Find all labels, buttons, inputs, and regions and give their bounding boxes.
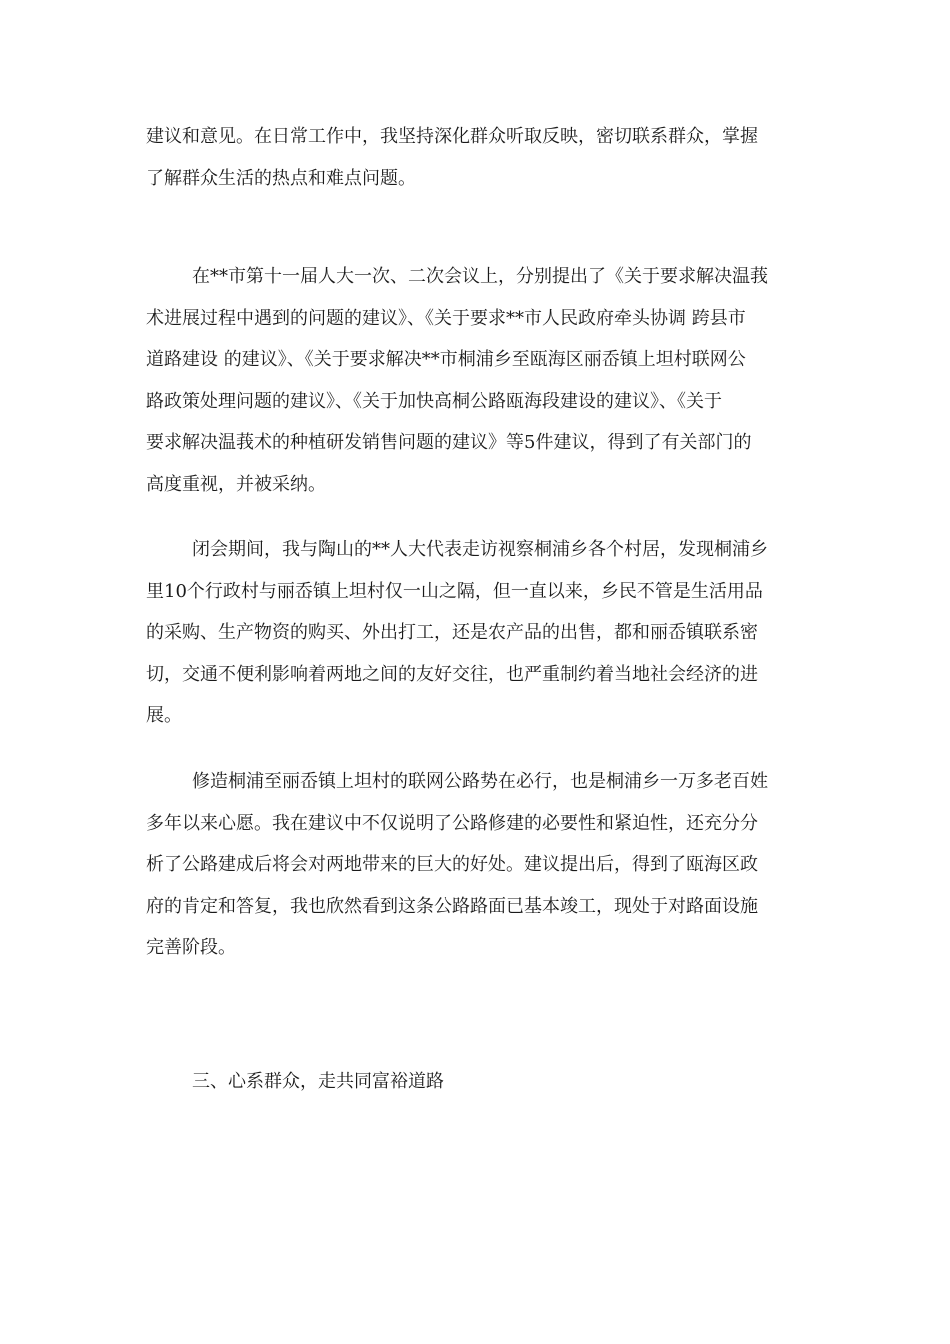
paragraph-1 (146, 116, 810, 199)
paragraph-line: 在**市第十一届人大一次、二次会议上，分别提出了《关于要求解决温莪 (192, 266, 768, 287)
paragraph-2 (146, 256, 810, 505)
paragraph-line: 切，交通不便利影响着两地之间的友好交往，也严重制约着当地社会经济的进 (146, 663, 758, 685)
paragraph-line: 高度重视，并被采纳。 (146, 473, 326, 495)
paragraph-4 (146, 761, 810, 969)
paragraph-line: 的采购、生产物资的购买、外出打工，还是农产品的出售，都和丽岙镇联系密 (146, 622, 758, 643)
paragraph-line: 闭会期间，我与陶山的**人大代表走访视察桐浦乡各个村居，发现桐浦乡 (192, 539, 768, 560)
paragraph-line: 建议和意见。在日常工作中，我坚持深化群众听取反映，密切联系群众，掌握 (146, 126, 758, 147)
paragraph-line: 府的肯定和答复，我也欣然看到这条公路路面已基本竣工，现处于对路面设施 (146, 895, 758, 917)
paragraph-line: 道路建设 的建议》、《关于要求解决**市桐浦乡至瓯海区丽岙镇上坦村联网公 (146, 349, 746, 370)
paragraph-3 (146, 529, 810, 737)
paragraph-line: 多年以来心愿。我在建议中不仅说明了公路修建的必要性和紧迫性，还充分分 (146, 812, 758, 834)
paragraph-line: 要求解决温莪术的种植研发销售问题的建议》等5件建议，得到了有关部门的 (146, 432, 752, 453)
section-heading: 三、心系群众，走共同富裕道路 (192, 1071, 444, 1092)
paragraph-line: 修造桐浦至丽岙镇上坦村的联网公路势在必行，也是桐浦乡一万多老百姓 (192, 771, 768, 792)
paragraph-line: 析了公路建成后将会对两地带来的巨大的好处。建议提出后，得到了瓯海区政 (146, 854, 758, 875)
paragraph-line: 路政策处理问题的建议》、《关于加快高桐公路瓯海段建设的建议》、《关于 (146, 390, 722, 412)
paragraph-line: 完善阶段。 (146, 937, 236, 958)
paragraph-line: 术进展过程中遇到的问题的建议》、《关于要求**市人民政府牵头协调 跨县市 (146, 307, 746, 329)
paragraph-line: 里10个行政村与丽岙镇上坦村仅一山之隔，但一直以来，乡民不管是生活用品 (146, 580, 763, 602)
paragraph-line: 展。 (146, 705, 182, 726)
paragraph-line: 了解群众生活的热点和难点问题。 (146, 167, 416, 189)
